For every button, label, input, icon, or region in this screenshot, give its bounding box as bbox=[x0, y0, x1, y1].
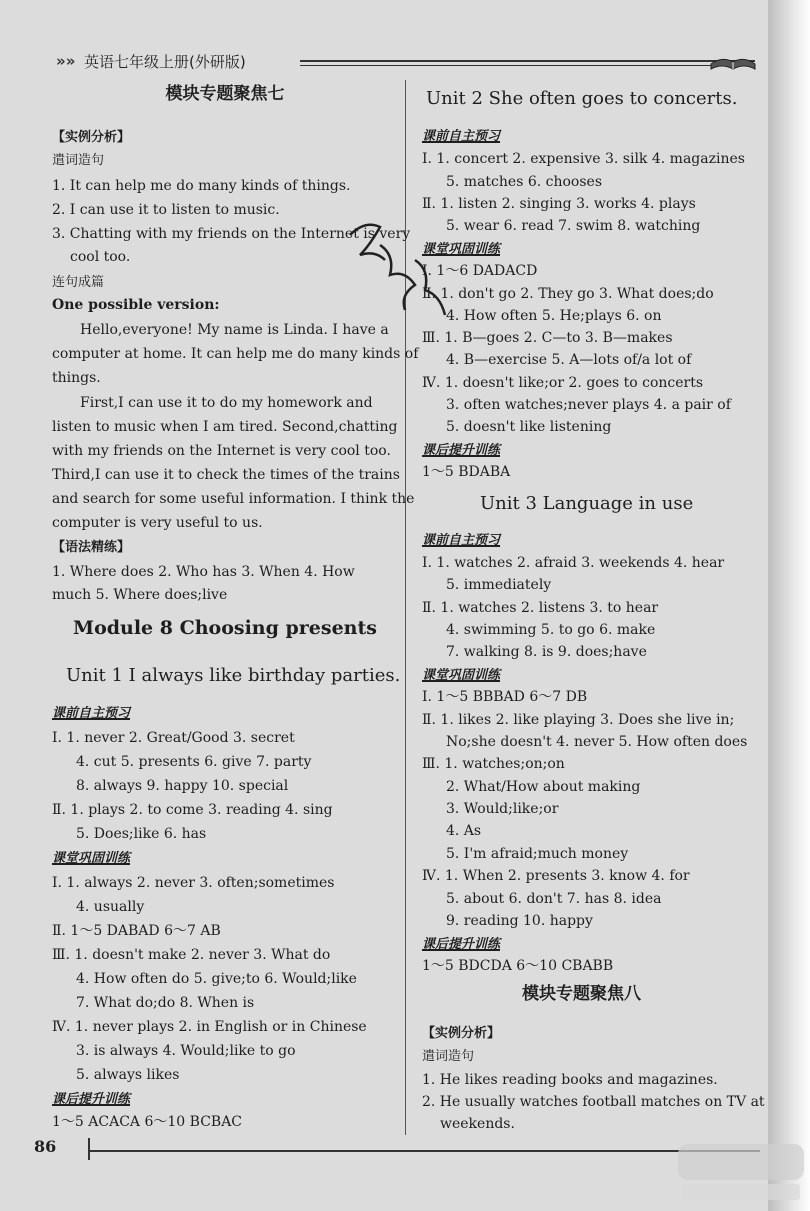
answer-line: No;she doesn't 4. never 5. How often does bbox=[446, 734, 748, 750]
footer-tick bbox=[88, 1138, 90, 1160]
answer-line: 1～5 ACACA 6～10 BCBAC bbox=[52, 1114, 243, 1130]
answer-line: 4. How often do 5. give;to 6. Would;like bbox=[76, 971, 357, 987]
exercise-heading: 课后提升训练 bbox=[422, 937, 501, 952]
answer-line: 4. cut 5. presents 6. give 7. party bbox=[76, 754, 312, 770]
answer-line: 2. I can use it to listen to music. bbox=[52, 202, 280, 218]
section-tag: 【实例分析】 bbox=[52, 130, 131, 145]
answer-line: Ⅰ. 1～6 DADACD bbox=[422, 263, 538, 279]
answer-line: First,I can use it to do my homework and bbox=[80, 395, 373, 411]
exercise-heading: 课堂巩固训练 bbox=[422, 668, 501, 683]
answer-line: 8. always 9. happy 10. special bbox=[76, 778, 289, 794]
answer-line: 2. He usually watches football matches on TV at bbox=[422, 1094, 765, 1110]
section-heading: 模块专题聚焦七 bbox=[165, 84, 285, 104]
answer-line: 5. doesn't like listening bbox=[446, 419, 612, 435]
answer-line: Ⅳ. 1. When 2. presents 3. know 4. for bbox=[422, 868, 690, 884]
answer-line: things. bbox=[52, 370, 101, 386]
answer-line: Ⅲ. 1. watches;on;on bbox=[422, 756, 565, 772]
answer-line: 5. always likes bbox=[76, 1067, 180, 1083]
module-title: Module 8 Choosing presents bbox=[73, 617, 377, 639]
handwritten-scribble bbox=[345, 215, 455, 330]
answer-line: 2. What/How about making bbox=[446, 779, 641, 795]
answer-line: Ⅲ. 1. doesn't make 2. never 3. What do bbox=[52, 947, 331, 963]
answer-line: 5. Does;like 6. has bbox=[76, 826, 207, 842]
exercise-heading: 课后提升训练 bbox=[422, 443, 501, 458]
page-number: 86 bbox=[34, 1137, 57, 1156]
answer-line: computer is very useful to us. bbox=[52, 515, 263, 531]
answer-line: with my friends on the Internet is very cool too. bbox=[52, 443, 391, 459]
footer-rule bbox=[90, 1150, 760, 1152]
exercise-heading: 课堂巩固训练 bbox=[52, 851, 131, 866]
answer-line: computer at home. It can help me do many kinds of bbox=[52, 346, 419, 362]
exercise-heading: 课前自主预习 bbox=[422, 533, 501, 548]
answer-line: Ⅲ. 1. B—goes 2. C—to 3. B—makes bbox=[422, 330, 673, 346]
answer-line: Ⅱ. 1. likes 2. like playing 3. Does she live in; bbox=[422, 712, 735, 728]
answer-line: Ⅱ. 1. plays 2. to come 3. reading 4. sing bbox=[52, 802, 333, 818]
answer-line: 1～5 BDABA bbox=[422, 464, 511, 480]
answer-line: and search for some useful information. I think the bbox=[52, 491, 415, 507]
version-label: One possible version: bbox=[52, 297, 220, 313]
answer-line: Ⅱ. 1. watches 2. listens 3. to hear bbox=[422, 600, 659, 616]
open-book-icon bbox=[708, 50, 758, 74]
answer-line: 4. swimming 5. to go 6. make bbox=[446, 622, 656, 638]
section-tag: 【实例分析】 bbox=[422, 1026, 501, 1041]
answer-line: 4. As bbox=[446, 823, 482, 839]
exercise-heading: 课前自主预习 bbox=[52, 706, 131, 721]
section-tag: 【语法精练】 bbox=[52, 540, 131, 555]
answer-line: 1. It can help me do many kinds of things. bbox=[52, 178, 351, 194]
unit-title: Unit 3 Language in use bbox=[480, 493, 694, 514]
answer-line: Ⅰ. 1～5 BBBAD 6～7 DB bbox=[422, 689, 588, 705]
answer-line: much 5. Where does;live bbox=[52, 587, 228, 603]
answer-line: Ⅳ. 1. never plays 2. in English or in Chinese bbox=[52, 1019, 367, 1035]
exercise-heading: 课堂巩固训练 bbox=[422, 242, 501, 257]
site-watermark-logo bbox=[672, 1138, 810, 1208]
answer-line: 5. wear 6. read 7. swim 8. watching bbox=[446, 218, 701, 234]
answer-line: 5. immediately bbox=[446, 577, 552, 593]
answer-line: listen to music when I am tired. Second,chatting bbox=[52, 419, 398, 435]
answer-line: 9. reading 10. happy bbox=[446, 913, 593, 929]
answer-line: 3. Would;like;or bbox=[446, 801, 559, 817]
answer-line: 1. Where does 2. Who has 3. When 4. How bbox=[52, 564, 355, 580]
answer-line: Ⅰ. 1. always 2. never 3. often;sometimes bbox=[52, 875, 335, 891]
answer-line: 7. What do;do 8. When is bbox=[76, 995, 255, 1011]
exercise-heading: 课前自主预习 bbox=[422, 129, 501, 144]
answer-line: Ⅱ. 1. listen 2. singing 3. works 4. plays bbox=[422, 196, 696, 212]
subsection-label: 遣词造句 bbox=[52, 153, 105, 168]
answer-line: 5. about 6. don't 7. has 8. idea bbox=[446, 891, 662, 907]
subsection-label: 遣词造句 bbox=[422, 1049, 475, 1064]
answer-line: 5. matches 6. chooses bbox=[446, 174, 603, 190]
answer-line: 3. often watches;never plays 4. a pair of bbox=[446, 397, 731, 413]
answer-line: Ⅰ. 1. watches 2. afraid 3. weekends 4. hear bbox=[422, 555, 725, 571]
book-title: 英语七年级上册(外研版) bbox=[84, 53, 246, 71]
unit-title: Unit 2 She often goes to concerts. bbox=[426, 88, 738, 109]
answer-line: cool too. bbox=[70, 249, 131, 265]
answer-line: 3. is always 4. Would;like to go bbox=[76, 1043, 296, 1059]
answer-line: Ⅱ. 1～5 DABAD 6～7 AB bbox=[52, 923, 221, 939]
subsection-label: 连句成篇 bbox=[52, 275, 105, 290]
answer-line: 4. usually bbox=[76, 899, 145, 915]
section-heading: 模块专题聚焦八 bbox=[522, 984, 641, 1004]
unit-title: Unit 1 I always like birthday parties. bbox=[66, 665, 401, 686]
answer-line: 4. How often 5. He;plays 6. on bbox=[446, 308, 662, 324]
book-spine bbox=[768, 0, 810, 1211]
answer-line: Ⅳ. 1. doesn't like;or 2. goes to concerts bbox=[422, 375, 704, 391]
answer-line: 1～5 BDCDA 6～10 CBABB bbox=[422, 958, 614, 974]
answer-line: weekends. bbox=[440, 1116, 515, 1132]
answer-line: 1. He likes reading books and magazines. bbox=[422, 1072, 718, 1088]
double-chevron-icon: »» bbox=[56, 52, 76, 70]
answer-line: Ⅱ. 1. don't go 2. They go 3. What does;do bbox=[422, 286, 714, 302]
page-header bbox=[50, 50, 760, 76]
answer-line: 7. walking 8. is 9. does;have bbox=[446, 644, 647, 660]
answer-line: 4. B—exercise 5. A—lots of/a lot of bbox=[446, 352, 692, 368]
exercise-heading: 课后提升训练 bbox=[52, 1092, 131, 1107]
answer-line: Third,I can use it to check the times of the trains bbox=[52, 467, 400, 483]
header-rule bbox=[300, 60, 755, 66]
answer-line: Hello,everyone! My name is Linda. I have a bbox=[80, 322, 389, 338]
answer-line: 5. I'm afraid;much money bbox=[446, 846, 629, 862]
answer-line: 3. Chatting with my friends on the Internet is very bbox=[52, 226, 411, 242]
answer-line: Ⅰ. 1. never 2. Great/Good 3. secret bbox=[52, 730, 295, 746]
answer-line: Ⅰ. 1. concert 2. expensive 3. silk 4. magazines bbox=[422, 151, 745, 167]
